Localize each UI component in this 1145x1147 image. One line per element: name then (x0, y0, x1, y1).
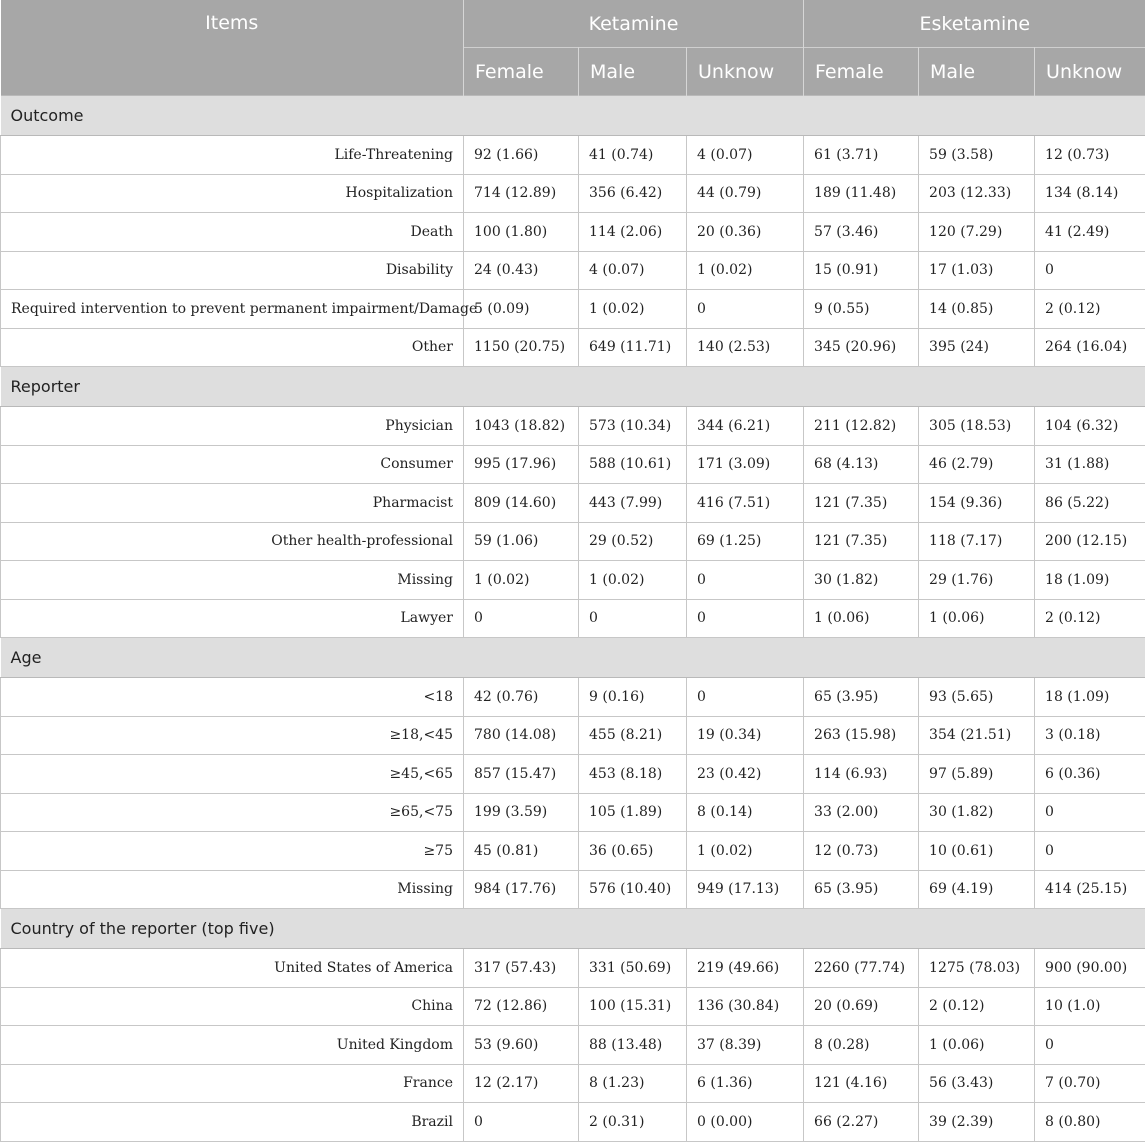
table-cell: 53 (9.60) (464, 1026, 579, 1065)
table-cell: 14 (0.85) (919, 290, 1035, 329)
row-label: Brazil (1, 1103, 464, 1142)
table-cell: 44 (0.79) (687, 174, 804, 213)
table-cell: 134 (8.14) (1035, 174, 1145, 213)
table-cell: 1 (0.06) (804, 599, 919, 638)
row-label: Physician (1, 407, 464, 446)
table-cell: 2 (0.12) (919, 987, 1035, 1026)
section-title: Age (1, 638, 1145, 678)
table-cell: 65 (3.95) (804, 678, 919, 717)
table-cell: 414 (25.15) (1035, 870, 1145, 909)
table-cell: 995 (17.96) (464, 445, 579, 484)
table-cell: 97 (5.89) (919, 755, 1035, 794)
table-cell: 154 (9.36) (919, 484, 1035, 523)
table-cell: 0 (687, 678, 804, 717)
row-label: ≥18,<45 (1, 716, 464, 755)
table-cell: 1 (0.02) (579, 561, 687, 600)
table-cell: 949 (17.13) (687, 870, 804, 909)
table-cell: 6 (0.36) (1035, 755, 1145, 794)
table-cell: 46 (2.79) (919, 445, 1035, 484)
table-cell: 114 (6.93) (804, 755, 919, 794)
table-cell: 356 (6.42) (579, 174, 687, 213)
header-sub-ketamine-female: Female (464, 48, 579, 96)
header-items: Items (1, 0, 464, 96)
table-cell: 8 (1.23) (579, 1064, 687, 1103)
table-cell: 1 (0.02) (464, 561, 579, 600)
row-label: Lawyer (1, 599, 464, 638)
table-cell: 59 (3.58) (919, 136, 1035, 175)
table-cell: 0 (687, 561, 804, 600)
table-cell: 104 (6.32) (1035, 407, 1145, 446)
table-cell: 33 (2.00) (804, 793, 919, 832)
table-cell: 573 (10.34) (579, 407, 687, 446)
table-cell: 0 (1035, 832, 1145, 871)
header-group-ketamine: Ketamine (464, 0, 804, 48)
table-row (1, 716, 1145, 755)
table-cell: 41 (0.74) (579, 136, 687, 175)
table-cell: 331 (50.69) (579, 949, 687, 988)
header-sub-esketamine-unknow: Unknow (1035, 48, 1145, 96)
table-row (1, 407, 1145, 446)
table-cell: 1150 (20.75) (464, 328, 579, 367)
table-cell: 61 (3.71) (804, 136, 919, 175)
table-cell: 42 (0.76) (464, 678, 579, 717)
row-label: Other health-professional (1, 522, 464, 561)
table-cell: 12 (2.17) (464, 1064, 579, 1103)
table-cell: 121 (4.16) (804, 1064, 919, 1103)
table-cell: 453 (8.18) (579, 755, 687, 794)
table-row (1, 251, 1145, 290)
table-cell: 416 (7.51) (687, 484, 804, 523)
table-cell: 136 (30.84) (687, 987, 804, 1026)
table-row (1, 870, 1145, 909)
table-row (1, 328, 1145, 367)
table-cell: 0 (1035, 1026, 1145, 1065)
table-cell: 900 (90.00) (1035, 949, 1145, 988)
table-row (1, 949, 1145, 988)
table-cell: 3 (0.18) (1035, 716, 1145, 755)
table-cell: 12 (0.73) (1035, 136, 1145, 175)
table-row (1, 290, 1145, 329)
table-cell: 0 (687, 290, 804, 329)
row-label: <18 (1, 678, 464, 717)
table-cell: 86 (5.22) (1035, 484, 1145, 523)
table-row (1, 522, 1145, 561)
table-cell: 30 (1.82) (919, 793, 1035, 832)
table-cell: 72 (12.86) (464, 987, 579, 1026)
table-cell: 66 (2.27) (804, 1103, 919, 1142)
table-cell: 219 (49.66) (687, 949, 804, 988)
table-cell: 105 (1.89) (579, 793, 687, 832)
table-cell: 211 (12.82) (804, 407, 919, 446)
table-cell: 18 (1.09) (1035, 678, 1145, 717)
table-cell: 57 (3.46) (804, 213, 919, 252)
table-cell: 455 (8.21) (579, 716, 687, 755)
table-cell: 588 (10.61) (579, 445, 687, 484)
table-cell: 0 (1035, 793, 1145, 832)
row-label: France (1, 1064, 464, 1103)
section-title: Outcome (1, 96, 1145, 136)
table-cell: 0 (1035, 251, 1145, 290)
row-label: Consumer (1, 445, 464, 484)
table-cell: 200 (12.15) (1035, 522, 1145, 561)
table-cell: 121 (7.35) (804, 484, 919, 523)
row-label: Hospitalization (1, 174, 464, 213)
header-sub-ketamine-male: Male (579, 48, 687, 96)
table-row (1, 445, 1145, 484)
table-cell: 2 (0.12) (1035, 290, 1145, 329)
table-cell: 345 (20.96) (804, 328, 919, 367)
table-cell: 649 (11.71) (579, 328, 687, 367)
row-label: Life-Threatening (1, 136, 464, 175)
table-cell: 1 (0.06) (919, 1026, 1035, 1065)
table-cell: 10 (1.0) (1035, 987, 1145, 1026)
row-label: Pharmacist (1, 484, 464, 523)
table-cell: 41 (2.49) (1035, 213, 1145, 252)
table-row (1, 678, 1145, 717)
table-cell: 344 (6.21) (687, 407, 804, 446)
section-row (1, 638, 1145, 678)
table-cell: 7 (0.70) (1035, 1064, 1145, 1103)
table-cell: 857 (15.47) (464, 755, 579, 794)
table-cell: 203 (12.33) (919, 174, 1035, 213)
table-cell: 114 (2.06) (579, 213, 687, 252)
table-cell: 30 (1.82) (804, 561, 919, 600)
table-row (1, 599, 1145, 638)
header-sub-esketamine-male: Male (919, 48, 1035, 96)
row-label: Death (1, 213, 464, 252)
table-cell: 1 (0.02) (687, 251, 804, 290)
section-row (1, 367, 1145, 407)
table-cell: 68 (4.13) (804, 445, 919, 484)
table-cell: 1 (0.02) (687, 832, 804, 871)
row-label: China (1, 987, 464, 1026)
table-cell: 1275 (78.03) (919, 949, 1035, 988)
table-cell: 9 (0.16) (579, 678, 687, 717)
table-row (1, 213, 1145, 252)
table-cell: 8 (0.14) (687, 793, 804, 832)
table-cell: 0 (687, 599, 804, 638)
table-cell: 37 (8.39) (687, 1026, 804, 1065)
table-row (1, 1103, 1145, 1142)
section-row (1, 909, 1145, 949)
section-title: Reporter (1, 367, 1145, 407)
table-row (1, 793, 1145, 832)
table-cell: 100 (1.80) (464, 213, 579, 252)
row-label: ≥45,<65 (1, 755, 464, 794)
header-group-esketamine: Esketamine (804, 0, 1145, 48)
table-cell: 199 (3.59) (464, 793, 579, 832)
table-body (1, 96, 1145, 1142)
table-cell: 2260 (77.74) (804, 949, 919, 988)
table-row (1, 832, 1145, 871)
row-label: Required intervention to prevent permanent impairment/Damage (1, 290, 464, 329)
table-row (1, 1064, 1145, 1103)
table-cell: 780 (14.08) (464, 716, 579, 755)
table-cell: 36 (0.65) (579, 832, 687, 871)
table-cell: 69 (4.19) (919, 870, 1035, 909)
table-cell: 69 (1.25) (687, 522, 804, 561)
row-label: Missing (1, 870, 464, 909)
table-cell: 317 (57.43) (464, 949, 579, 988)
table-cell: 29 (1.76) (919, 561, 1035, 600)
table-cell: 171 (3.09) (687, 445, 804, 484)
table-cell: 18 (1.09) (1035, 561, 1145, 600)
table-cell: 15 (0.91) (804, 251, 919, 290)
table-cell: 0 (579, 599, 687, 638)
table-row (1, 755, 1145, 794)
table-cell: 189 (11.48) (804, 174, 919, 213)
table-row (1, 484, 1145, 523)
row-label: Missing (1, 561, 464, 600)
table-cell: 88 (13.48) (579, 1026, 687, 1065)
table-cell: 120 (7.29) (919, 213, 1035, 252)
table-cell: 6 (1.36) (687, 1064, 804, 1103)
table-cell: 118 (7.17) (919, 522, 1035, 561)
table-cell: 1 (0.02) (579, 290, 687, 329)
table-row (1, 987, 1145, 1026)
table-cell: 809 (14.60) (464, 484, 579, 523)
table-cell: 31 (1.88) (1035, 445, 1145, 484)
table-cell: 39 (2.39) (919, 1103, 1035, 1142)
table-cell: 264 (16.04) (1035, 328, 1145, 367)
table-cell: 8 (0.28) (804, 1026, 919, 1065)
table-cell: 2 (0.12) (1035, 599, 1145, 638)
header-sub-esketamine-female: Female (804, 48, 919, 96)
table-cell: 19 (0.34) (687, 716, 804, 755)
row-label: United States of America (1, 949, 464, 988)
table-cell: 17 (1.03) (919, 251, 1035, 290)
table-cell: 4 (0.07) (687, 136, 804, 175)
table-cell: 0 (464, 599, 579, 638)
row-label: United Kingdom (1, 1026, 464, 1065)
table-row (1, 174, 1145, 213)
table-cell: 92 (1.66) (464, 136, 579, 175)
table-cell: 56 (3.43) (919, 1064, 1035, 1103)
table-cell: 354 (21.51) (919, 716, 1035, 755)
table-cell: 100 (15.31) (579, 987, 687, 1026)
table-cell: 20 (0.36) (687, 213, 804, 252)
table-cell: 20 (0.69) (804, 987, 919, 1026)
table-cell: 12 (0.73) (804, 832, 919, 871)
header-sub-ketamine-unknow: Unknow (687, 48, 804, 96)
table-cell: 8 (0.80) (1035, 1103, 1145, 1142)
table-cell: 140 (2.53) (687, 328, 804, 367)
table-cell: 443 (7.99) (579, 484, 687, 523)
row-label: ≥75 (1, 832, 464, 871)
table-cell: 1 (0.06) (919, 599, 1035, 638)
table-cell: 59 (1.06) (464, 522, 579, 561)
table-cell: 305 (18.53) (919, 407, 1035, 446)
table-cell: 0 (0.00) (687, 1103, 804, 1142)
row-label: Other (1, 328, 464, 367)
table-cell: 10 (0.61) (919, 832, 1035, 871)
row-label: Disability (1, 251, 464, 290)
table-cell: 24 (0.43) (464, 251, 579, 290)
section-row (1, 96, 1145, 136)
table-cell: 984 (17.76) (464, 870, 579, 909)
table-cell: 4 (0.07) (579, 251, 687, 290)
table-cell: 2 (0.31) (579, 1103, 687, 1142)
table-row (1, 561, 1145, 600)
table-cell: 65 (3.95) (804, 870, 919, 909)
table-cell: 23 (0.42) (687, 755, 804, 794)
table-cell: 714 (12.89) (464, 174, 579, 213)
section-title: Country of the reporter (top five) (1, 909, 1145, 949)
table-cell: 9 (0.55) (804, 290, 919, 329)
table-cell: 5 (0.09) (464, 290, 579, 329)
table-cell: 395 (24) (919, 328, 1035, 367)
table-row (1, 1026, 1145, 1065)
table-cell: 576 (10.40) (579, 870, 687, 909)
table-header (1, 0, 1145, 96)
table-cell: 29 (0.52) (579, 522, 687, 561)
table-row (1, 136, 1145, 175)
table-cell: 45 (0.81) (464, 832, 579, 871)
table-cell: 1043 (18.82) (464, 407, 579, 446)
table-cell: 0 (464, 1103, 579, 1142)
table-cell: 93 (5.65) (919, 678, 1035, 717)
table-cell: 263 (15.98) (804, 716, 919, 755)
row-label: ≥65,<75 (1, 793, 464, 832)
table-cell: 121 (7.35) (804, 522, 919, 561)
